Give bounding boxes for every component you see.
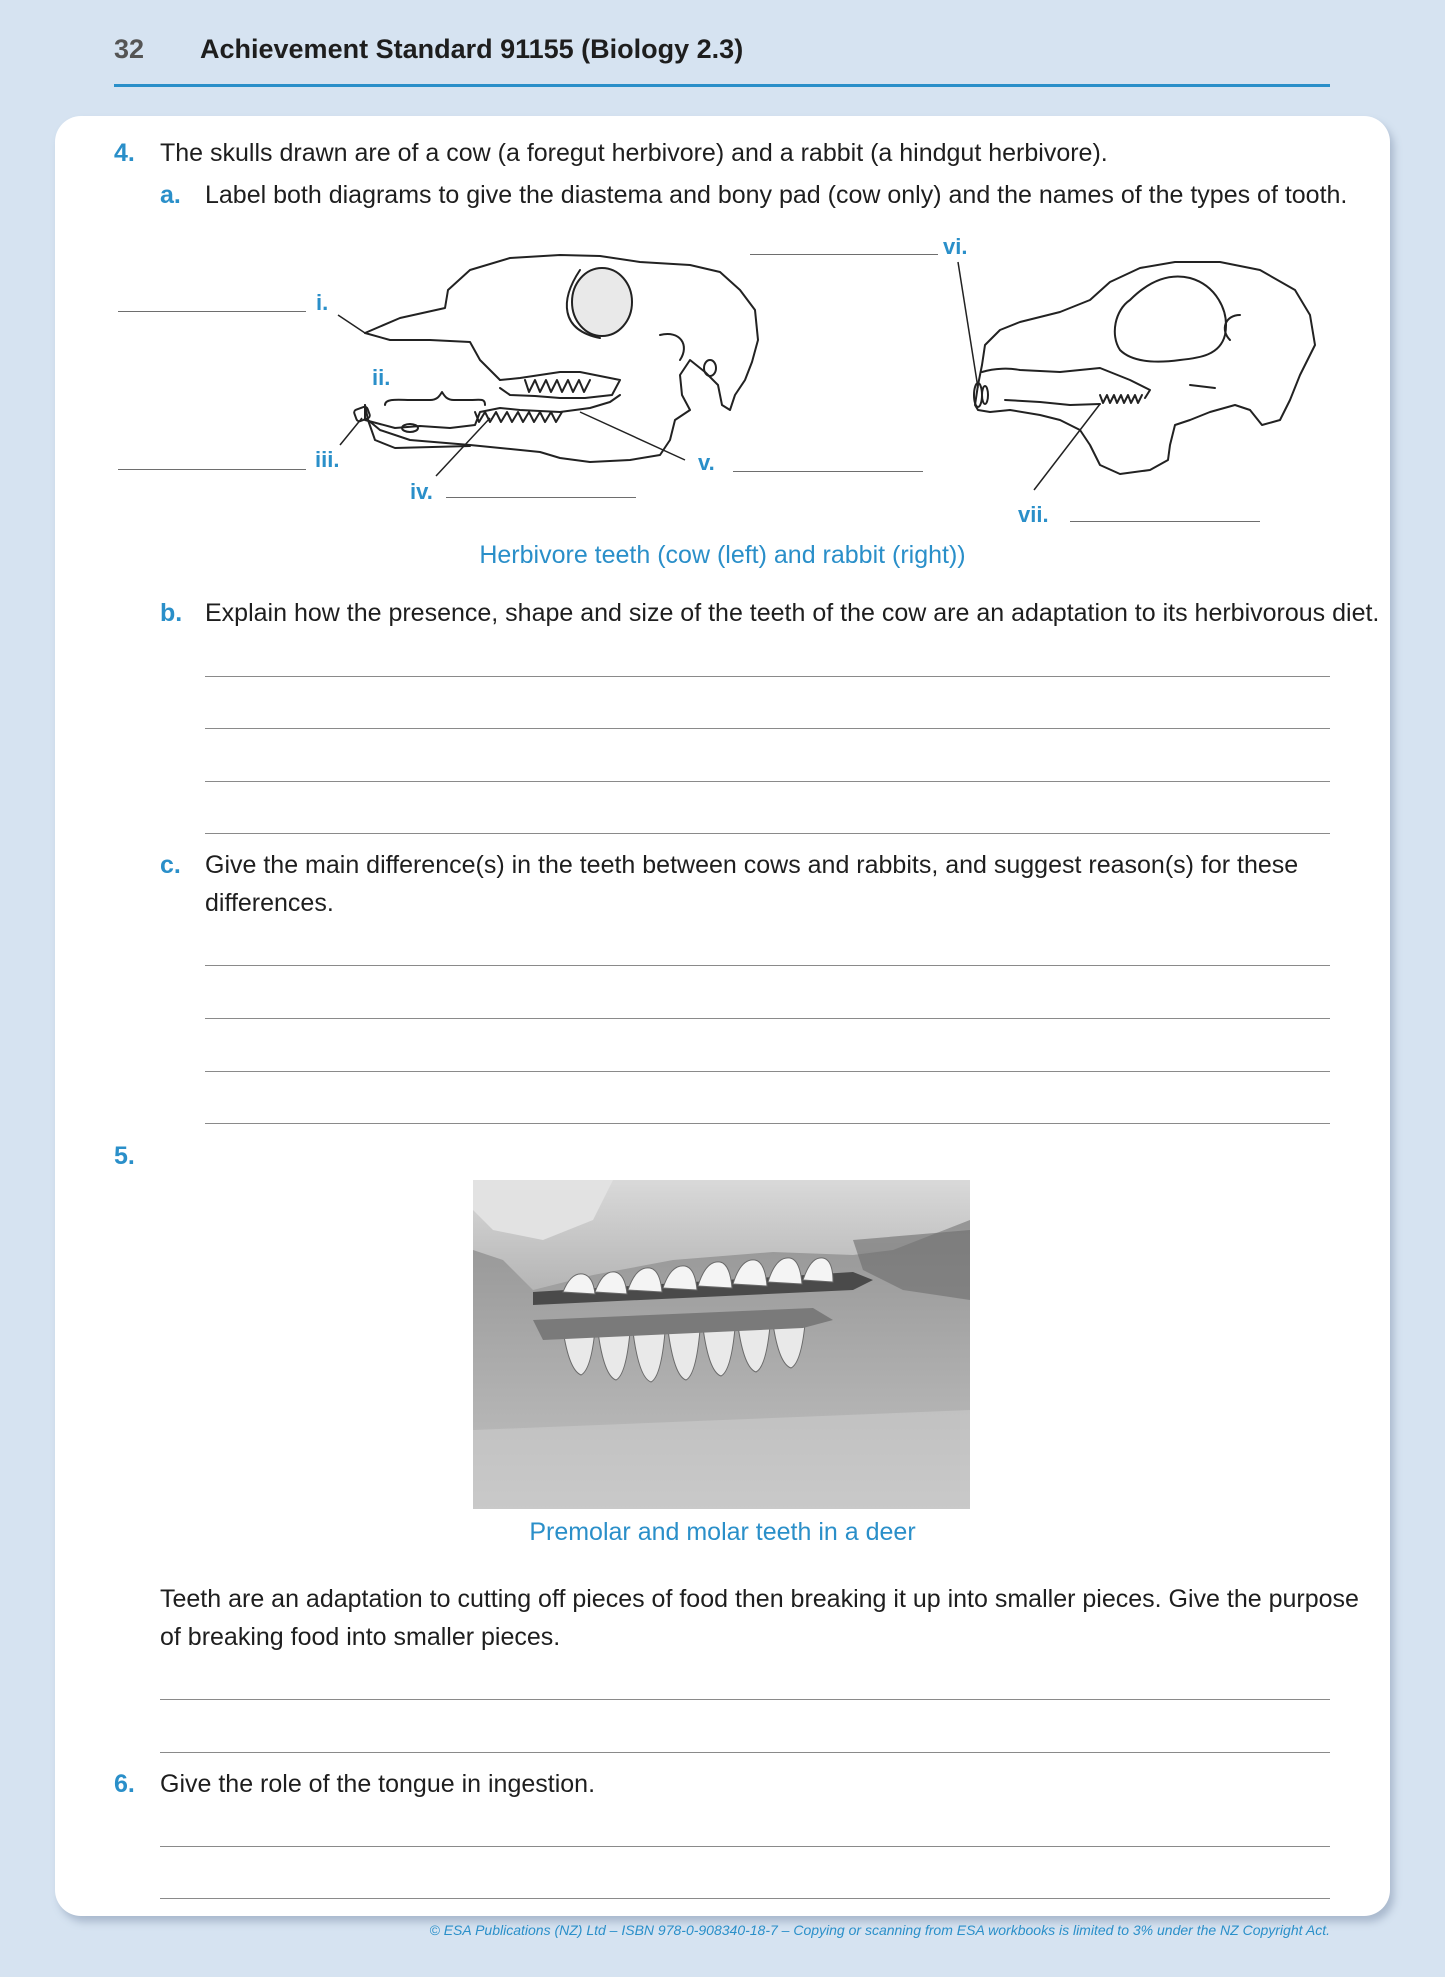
- answer-blank-iv[interactable]: [446, 497, 636, 498]
- q4c-answer-line[interactable]: [205, 965, 1330, 966]
- q5-answer-line[interactable]: [160, 1752, 1330, 1753]
- q4c-text-line2: differences.: [205, 889, 334, 917]
- q6-answer-line[interactable]: [160, 1846, 1330, 1847]
- label-iii: iii.: [315, 447, 340, 472]
- answer-blank-vi[interactable]: [750, 254, 938, 255]
- photo-caption: Premolar and molar teeth in a deer: [529, 1518, 916, 1546]
- q5-answer-line[interactable]: [160, 1699, 1330, 1700]
- q4a-letter: a.: [160, 181, 181, 209]
- rabbit-orbit: [1115, 277, 1226, 362]
- q4c-answer-line[interactable]: [205, 1123, 1330, 1124]
- q4c-answer-line[interactable]: [205, 1018, 1330, 1019]
- rabbit-skull-outline: [975, 262, 1315, 474]
- question-6-number: 6.: [114, 1770, 135, 1798]
- figure-caption: Herbivore teeth (cow (left) and rabbit (right)): [479, 541, 966, 569]
- q4b-answer-line[interactable]: [205, 833, 1330, 834]
- q4c-text-line1: Give the main difference(s) in the teeth between cows and rabbits, and suggest reason(s) for these: [205, 851, 1299, 879]
- answer-blank-vii[interactable]: [1070, 521, 1260, 522]
- standard-title: Achievement Standard 91155 (Biology 2.3): [200, 34, 744, 64]
- answer-blank-v[interactable]: [733, 471, 923, 472]
- q4b-answer-line[interactable]: [205, 781, 1330, 782]
- q6-text: Give the role of the tongue in ingestion.: [160, 1770, 596, 1798]
- q5-text-line1: Teeth are an adaptation to cutting off pieces of food then breaking it up into smaller pieces. Give the purpose: [160, 1585, 1359, 1613]
- label-v: v.: [698, 450, 715, 475]
- q4c-letter: c.: [160, 851, 181, 879]
- deer-teeth-photo: [473, 1180, 970, 1509]
- page-number: 32: [114, 34, 145, 64]
- q4c-answer-line[interactable]: [205, 1071, 1330, 1072]
- q4a-text: Label both diagrams to give the diastema and bony pad (cow only) and the names of the types of tooth.: [205, 181, 1348, 209]
- q4b-letter: b.: [160, 599, 183, 627]
- q6-answer-line[interactable]: [160, 1898, 1330, 1899]
- q4b-answer-line[interactable]: [205, 728, 1330, 729]
- label-ii: ii.: [372, 365, 391, 390]
- label-i: i.: [316, 290, 329, 315]
- label-vi: vi.: [943, 234, 968, 259]
- q4b-text: Explain how the presence, shape and size of the teeth of the cow are an adaptation to its herbivorous diet.: [205, 599, 1380, 627]
- question-4-number: 4.: [114, 139, 135, 167]
- answer-blank-i[interactable]: [118, 311, 306, 312]
- label-iv: iv.: [410, 479, 433, 504]
- question-5-number: 5.: [114, 1142, 135, 1170]
- question-4-intro: The skulls drawn are of a cow (a foregut herbivore) and a rabbit (a hindgut herbivore).: [160, 139, 1108, 167]
- q5-text-line2: of breaking food into smaller pieces.: [160, 1623, 561, 1651]
- q4b-answer-line[interactable]: [205, 676, 1330, 677]
- copyright-footer: © ESA Publications (NZ) Ltd – ISBN 978-0-908340-18-7 – Copying or scanning from ESA workbooks is limited to 3% under the NZ Copyright Act.: [429, 1922, 1330, 1938]
- label-vii: vii.: [1018, 502, 1049, 527]
- answer-blank-iii[interactable]: [118, 469, 306, 470]
